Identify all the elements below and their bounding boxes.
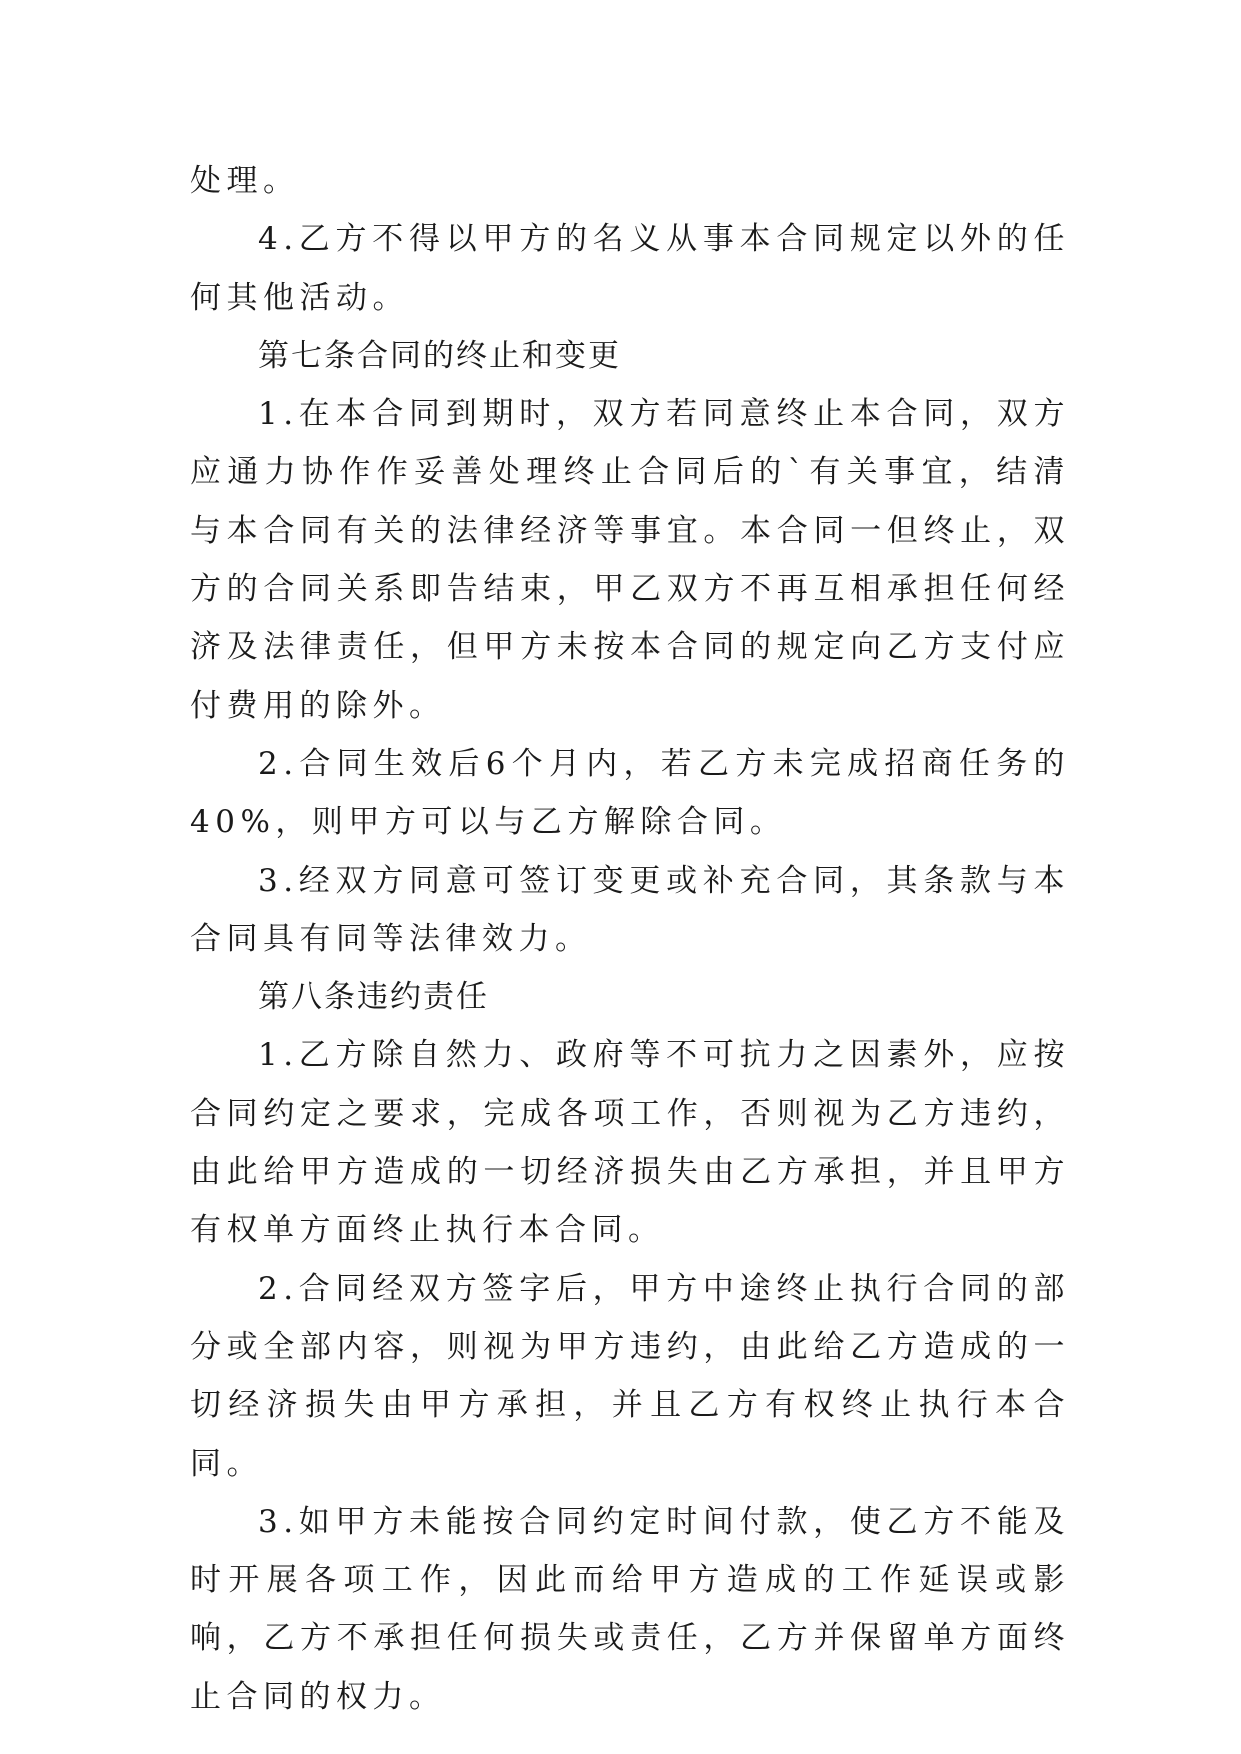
paragraph-continuation: 处理。 [190,163,300,199]
paragraph-clause-8-1: 1.乙方除自然力、政府等不可抗力之因素外，应按合同约定之要求，完成各项工作，否则视为乙方违约，由此给甲方造成的一切经济损失由乙方承担，并且甲方有权单方面终止执行本合同。 [190,1037,1070,1249]
paragraph-clause-7-1: 1.在本合同到期时，双方若同意终止本合同，双方应通力协作作妥善处理终止合同后的`有关事宜，结清与本合同有关的法律经济等事宜。本合同一但终止，双方的合同关系即告结束，甲乙双方不再互相承担任何经济及法律责任，但甲方未按本合同的规定向乙方支付应付费用的除外。 [190,396,1070,724]
paragraph-clause-6-4: 4.乙方不得以甲方的名义从事本合同规定以外的任何其他活动。 [190,221,1070,316]
paragraph-clause-8-2: 2.合同经双方签字后，甲方中途终止执行合同的部分或全部内容，则视为甲方违约，由此给乙方造成的一切经济损失由甲方承担，并且乙方有权终止执行本合同。 [190,1270,1070,1482]
paragraph-clause-7-3: 3.经双方同意可签订变更或补充合同，其条款与本合同具有同等法律效力。 [190,862,1070,957]
document-body [190,152,1070,1726]
article-8-heading: 第八条违约责任 [258,979,489,1016]
paragraph-clause-7-2: 2.合同生效后6个月内，若乙方未完成招商任务的40%，则甲方可以与乙方解除合同。 [190,745,1070,841]
paragraph-clause-8-3: 3.如甲方未能按合同约定时间付款，使乙方不能及时开展各项工作，因此而给甲方造成的工作延误或影响，乙方不承担任何损失或责任，乙方并保留单方面终止合同的权力。 [190,1503,1070,1715]
article-7-heading: 第七条合同的终止和变更 [258,337,621,374]
